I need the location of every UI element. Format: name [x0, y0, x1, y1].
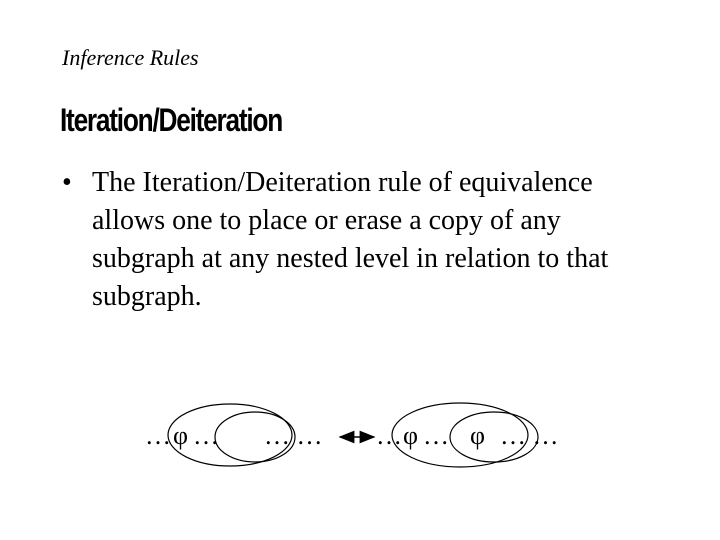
left-graph [145, 404, 323, 466]
left-inner-dots: … … [264, 421, 323, 450]
iteration-diagram [0, 380, 720, 490]
right-outer-dots-right: … [423, 421, 449, 450]
right-graph [376, 403, 559, 467]
right-outer-dots-left: … [376, 421, 402, 450]
left-outer-dots-left: … [145, 421, 171, 450]
bullet-marker: • [62, 167, 72, 198]
left-outer-dots-right: … [193, 421, 219, 450]
slide-title: Iteration/Deiteration [60, 102, 283, 138]
bullet-point [60, 164, 660, 316]
slide-kicker: Inference Rules [62, 45, 199, 70]
bullet-row [60, 164, 660, 316]
right-phi: φ [403, 421, 419, 450]
left-phi: φ [173, 421, 189, 450]
right-inner-dots: … … [500, 421, 559, 450]
right-inner-phi: φ [470, 421, 486, 450]
bullet-text: The Iteration/Deiteration rule of equivalence allows one to place or erase a copy of any subgraph at any nested level in relation to that subgraph. [92, 167, 609, 312]
